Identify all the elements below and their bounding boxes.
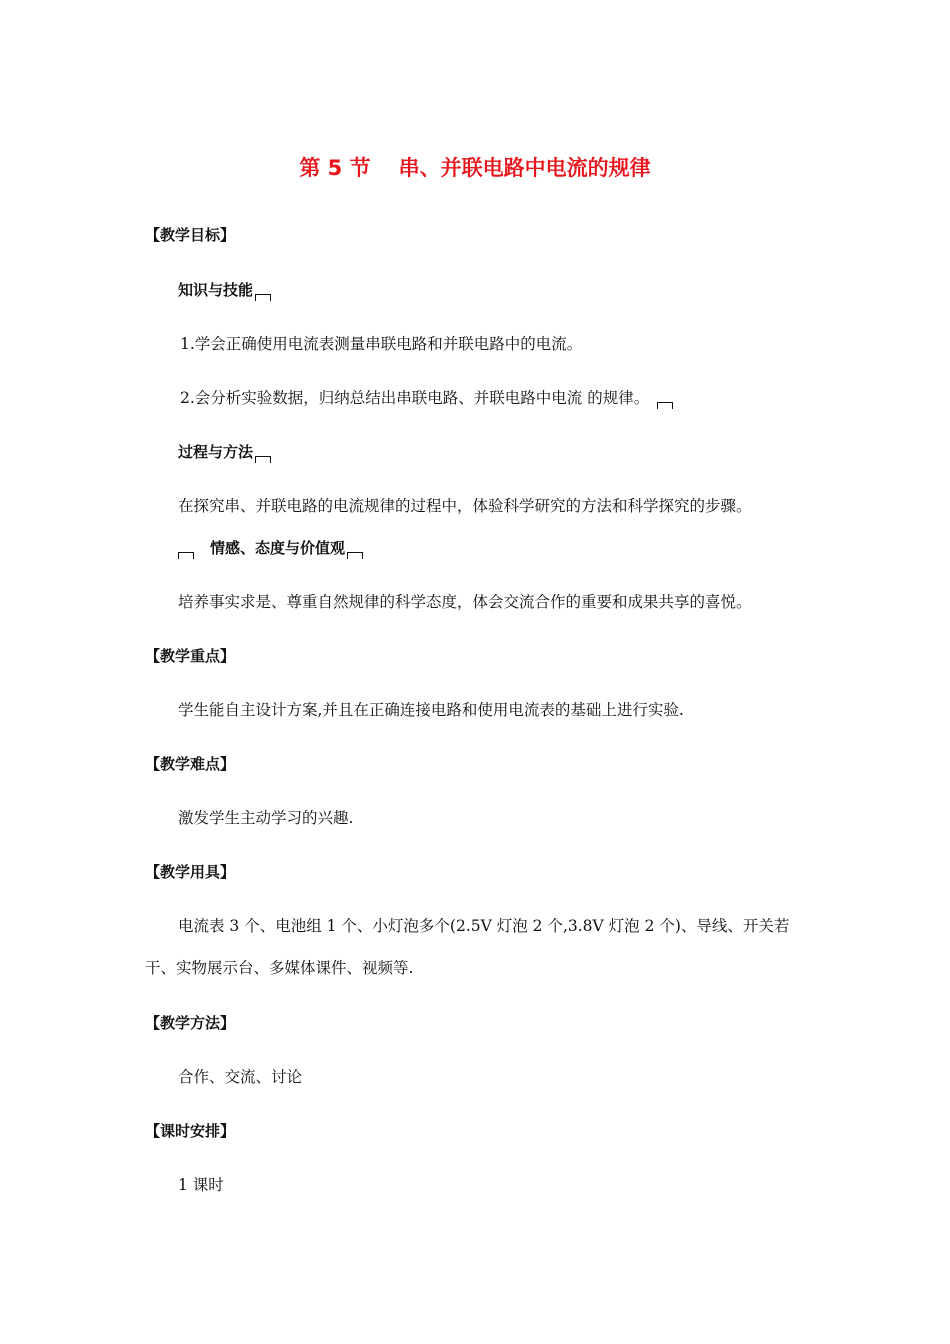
heading-objectives: 【教学目标】 (145, 226, 236, 244)
tools-text-line-1: 电流表 3 个、电池组 1 个、小灯泡多个(2.5V 灯泡 2 个,3.8V 灯泡 2 个)、导线、开关若 (178, 917, 790, 935)
knowledge-item-2 (180, 387, 673, 409)
title-topic: 串、并联电路中电流的规律 (398, 156, 651, 180)
key-points-text: 学生能自主设计方案,并且在正确连接电路和使用电流表的基础上进行实验. (178, 701, 684, 719)
knowledge-item-1: 1.学会正确使用电流表测量串联电路和并联电路中的电流。 (180, 335, 583, 353)
methods-text: 合作、交流、讨论 (178, 1068, 303, 1086)
edit-mark-icon (255, 294, 271, 301)
subheading-attitude (178, 537, 363, 559)
heading-schedule: 【课时安排】 (145, 1122, 236, 1140)
knowledge-item-2-text: 2.会分析实验数据，归纳总结出串联电路、并联电路中电流 的规律。 (180, 389, 650, 407)
schedule-text: 1 课时 (178, 1176, 224, 1194)
page-title (0, 154, 950, 182)
knowledge-label: 知识与技能 (178, 281, 254, 299)
heading-key-points: 【教学重点】 (145, 647, 236, 665)
edit-mark-icon (657, 402, 673, 409)
subheading-process (178, 441, 271, 463)
heading-tools: 【教学用具】 (145, 863, 236, 881)
process-text: 在探究串、并联电路的电流规律的过程中，体验科学研究的方法和科学探究的步骤。 (178, 497, 752, 515)
heading-difficulties: 【教学难点】 (145, 755, 236, 773)
edit-mark-icon (255, 456, 271, 463)
attitude-label: 情感、态度与价值观 (210, 539, 346, 557)
tools-text-line-2: 干、实物展示台、多媒体课件、视频等. (145, 959, 414, 977)
edit-mark-icon (347, 552, 363, 559)
title-section-number: 第 5 节 (299, 156, 371, 180)
attitude-text: 培养事实求是、尊重自然规律的科学态度，体会交流合作的重要和成果共享的喜悦。 (178, 593, 752, 611)
heading-methods: 【教学方法】 (145, 1014, 236, 1032)
process-label: 过程与方法 (178, 443, 254, 461)
edit-mark-icon (178, 552, 194, 559)
subheading-knowledge (178, 279, 271, 301)
difficulties-text: 激发学生主动学习的兴趣. (178, 809, 354, 827)
